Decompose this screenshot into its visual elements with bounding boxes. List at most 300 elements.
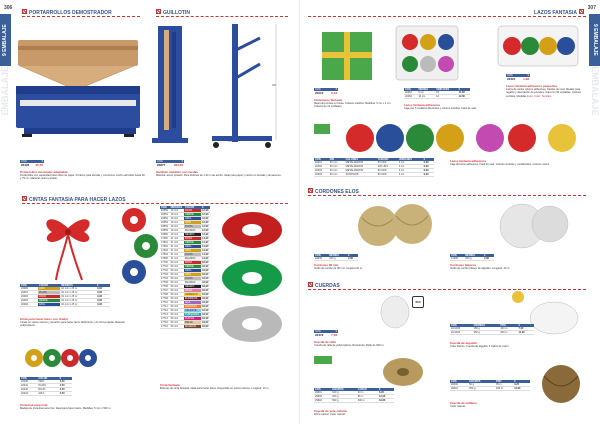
hemp-ball-image <box>536 362 586 406</box>
table-cell: 7,60 <box>518 327 534 331</box>
right-page <box>300 0 600 424</box>
table-header-cell: € <box>201 206 210 209</box>
table-cell: 12,90 <box>202 209 209 212</box>
table-cell: 19,80 <box>378 399 394 403</box>
table-header-cell: COD. <box>450 380 468 383</box>
table-cell: 17712 <box>161 309 168 312</box>
table-cell: 31 mm <box>170 257 185 261</box>
table-cell: 12,90 <box>202 213 209 216</box>
table-cell: 50 mm <box>170 325 185 329</box>
table-cintas-big <box>160 206 210 329</box>
table-cell: TURQUESA <box>184 313 201 317</box>
table-cell: 18,90 <box>202 313 209 316</box>
bows-row-image <box>314 122 586 156</box>
desc-cuerdas-c: Cuerda de yute natural Fibra natural. Color natural. <box>314 409 347 417</box>
ref-portarollos: COD. € 20426 35,50 <box>21 160 43 167</box>
table-row <box>314 399 394 403</box>
table-cell: MARRÓN <box>184 325 201 329</box>
table-cell: 17708 <box>161 293 168 296</box>
table-cell: 10 mm x 25 m <box>60 291 96 295</box>
table-cell: 17706 <box>161 285 168 288</box>
table-header-cell: COD. <box>314 254 328 257</box>
table-cell: 50 mm <box>170 273 185 277</box>
dim-width: 125 <box>228 140 232 143</box>
table-cell: 50 mm <box>170 261 185 265</box>
white-cord-balls-image <box>492 198 576 252</box>
table-row <box>160 305 210 309</box>
table-cell: 18,90 <box>202 265 209 268</box>
table-cell: 17605 <box>161 257 168 260</box>
table-header-cell: COD. <box>314 158 329 161</box>
table-cell: AZUL <box>184 245 201 249</box>
table-header-cell: MEDIDA <box>328 254 347 257</box>
table-cell: METALIZADOS <box>345 161 377 165</box>
table-cell: AMARILLO <box>184 293 201 297</box>
table-row <box>160 277 210 281</box>
table-cell: 4,50 <box>59 380 72 384</box>
table-cell: 43 m <box>357 391 378 395</box>
table-cell: 10 mm x 25 m <box>60 299 96 303</box>
table-cell: 12,90 <box>202 225 209 228</box>
table-header-cell: COD. <box>160 206 170 209</box>
table-cell: 14,90 <box>202 257 209 260</box>
table-cell: 22302 <box>314 165 329 169</box>
bow-assortment-box-image <box>392 20 462 84</box>
table-cell: 50 mm <box>170 317 185 321</box>
table-cell: 19 mm <box>170 233 185 237</box>
table-cell: 16555 <box>161 229 168 232</box>
table-cell: 11,60 <box>458 91 470 95</box>
table-cell: 200 g <box>464 257 483 261</box>
table-row <box>160 221 210 225</box>
table-row <box>450 257 494 261</box>
table-cell: 20293 <box>20 299 38 303</box>
table-cell: 18,90 <box>202 309 209 312</box>
table-header-cell: MEDIDA <box>417 88 435 91</box>
table-cell: 22241 <box>20 384 37 388</box>
ref-guillotin: COD. € 20877 294,00 <box>157 160 183 167</box>
table-cell: 19 mm <box>170 225 185 229</box>
table-header-cell: MEDIDA <box>464 254 483 257</box>
table-cell: 17702 <box>161 269 168 272</box>
jute-label-image <box>314 354 334 366</box>
table-cell: 17715 <box>161 321 168 324</box>
length-badge: 600 <box>412 296 424 308</box>
table-cell: 18,90 <box>202 293 209 296</box>
table-cell: 12,90 <box>378 395 394 399</box>
ref-lazos-a: COD. € 20212 0,13 <box>315 88 337 95</box>
table-cell: 22644 <box>314 257 328 261</box>
table-cell: 2,98 <box>483 257 494 261</box>
table-cell: 22243 <box>20 392 37 396</box>
table-row <box>160 309 210 313</box>
table-cell: 19 mm <box>170 209 185 213</box>
table-cell: 17710 <box>161 301 168 304</box>
table-cell: 50 g <box>468 383 495 387</box>
side-tab-label: EMBALAJE <box>592 28 598 56</box>
table-row <box>314 257 358 261</box>
side-tab <box>0 14 11 66</box>
table-cell: 16553 <box>161 221 168 224</box>
table-header-cell: COD. <box>450 324 473 327</box>
table-cell: 5 cm <box>417 91 435 95</box>
table-cell: 50 mm <box>170 285 185 289</box>
table-cell: CELESTE <box>184 309 201 313</box>
table-cell: 14,90 <box>202 245 209 248</box>
table-cell: 30 mm <box>329 161 345 165</box>
table-cell: 16551 <box>161 213 168 216</box>
table-cell: 11,90 <box>518 331 534 335</box>
table-cell: 17700 <box>161 261 168 264</box>
table-row <box>160 325 210 329</box>
table-cell: 6,90 <box>423 161 434 165</box>
table-row <box>160 317 210 321</box>
table-cell: 12,90 <box>202 217 209 220</box>
table-cell: 0,90 <box>96 287 110 291</box>
table-cell: 9,90 <box>423 165 434 169</box>
table-cell: 19 mm <box>170 217 185 221</box>
table-cell: METALIZADOS <box>345 165 377 169</box>
table-cell: 20000 <box>450 383 468 387</box>
dim-height: 180 <box>272 84 276 87</box>
raffia-roll-image <box>378 290 412 330</box>
table-cell: PLATA <box>184 277 201 281</box>
table-cell: 14,90 <box>202 237 209 240</box>
table-header-cell: € <box>378 388 394 391</box>
table-cell: 50 UDS <box>377 169 398 173</box>
section-header-portarollos: PORTARROLLOS DEMOSTRADOR <box>22 9 140 16</box>
table-cell: 22301 <box>314 161 329 165</box>
table-cell: 24 <box>435 91 458 95</box>
table-cell: 50 mm <box>170 277 185 281</box>
table-cell: 16554 <box>161 225 168 228</box>
table-header-cell: PRO <box>499 324 517 327</box>
table-header-cell: MM <box>329 158 345 161</box>
table-cell: 4,50 <box>59 384 72 388</box>
table-cell: 3 cm <box>398 169 423 173</box>
table-cell: 17711 <box>161 305 168 308</box>
table-cell: 22240 <box>20 380 37 384</box>
table-header-cell: COD. <box>404 88 417 91</box>
table-cell: BLANCO <box>184 257 201 261</box>
table-cell: 20001 <box>450 387 468 391</box>
table-cell: 18,90 <box>202 273 209 276</box>
table-cell: 40 mm <box>329 169 345 173</box>
table-header-cell: € <box>96 284 110 287</box>
table-cell: 22251 <box>404 91 417 95</box>
table-cell: 50 mm <box>170 309 185 313</box>
table-header-cell: UNIDADES <box>435 88 458 91</box>
table-cell: 22252 <box>404 95 417 99</box>
table-cell: 18,90 <box>202 297 209 300</box>
side-tab-number: 9 <box>2 53 8 56</box>
table-cell: 2 cm <box>398 161 423 165</box>
curling-ribbon-spools-image <box>24 340 104 376</box>
table-cell: 12,90 <box>202 229 209 232</box>
table-cell: 18,90 <box>202 289 209 292</box>
table-row <box>160 321 210 325</box>
table-cell: 500 g <box>331 399 357 403</box>
table-cell: ROSA <box>184 289 201 293</box>
table-cell: 30 mm <box>329 165 345 169</box>
ribbon-bow-image <box>38 206 98 282</box>
table-cell: 19 mm <box>170 213 185 217</box>
table-cell: AZUL <box>37 392 58 396</box>
ref-lazos-c: COD. € 22321 1,98 <box>507 74 529 81</box>
table-cintas-bottom <box>20 377 72 396</box>
table-cell: 50 mm <box>329 173 345 177</box>
table-cuerdas-d <box>450 380 530 391</box>
table-cell: 100 g <box>328 257 347 261</box>
table-cell: 22303 <box>314 169 329 173</box>
table-cell: 29603 <box>314 399 331 403</box>
table-cell: 10 mm x 25 m <box>60 287 96 291</box>
table-cell: 2,98 <box>347 257 358 261</box>
table-row <box>160 233 210 237</box>
table-cell: 20294 <box>20 303 38 307</box>
table-cell: ORO <box>184 221 201 225</box>
desc-cordones-b: Cordones blancos Ovillo de cordón blanco de algodón. Longitud: 40 m. <box>450 263 510 271</box>
table-row <box>160 225 210 229</box>
table-cell: 31 mm <box>170 241 185 245</box>
table-cell: 50 UDS <box>377 173 398 177</box>
table-cell: SURTIDOS <box>345 173 377 177</box>
table-cell: 50 mm <box>170 301 185 305</box>
table-row <box>20 303 110 307</box>
table-cell: 17600 <box>161 237 168 240</box>
table-cell: 18,90 <box>202 325 209 328</box>
table-row <box>450 331 534 335</box>
table-cell: PLATA <box>37 384 58 388</box>
table-row <box>160 241 210 245</box>
table-cell: 250 g <box>468 387 495 391</box>
table-cell: 17603 <box>161 249 168 252</box>
table-cell: BEIGE <box>184 321 201 325</box>
table-cell: 17701 <box>161 265 168 268</box>
table-cell: AZUL <box>184 217 201 221</box>
table-cell: 19 mm <box>170 221 185 225</box>
table-cell: 31 mm <box>170 245 185 249</box>
table-header-cell: GRAMOS <box>473 324 500 327</box>
table-cell: 17713 <box>161 313 168 316</box>
table-cell: NARANJA <box>184 305 201 309</box>
table-cintas-small <box>20 284 110 307</box>
table-cell: 200 g <box>331 395 357 399</box>
table-cell: ORO <box>184 249 201 253</box>
guillotine-stand-image <box>152 20 282 154</box>
table-cell: 12,90 <box>202 221 209 224</box>
desc-cordones-a: Cordones 90 mm Ovillo de cordón de 90 mm, longitud 20 m. <box>314 263 363 271</box>
table-cell: ROJO <box>184 261 201 265</box>
table-cuerdas-b <box>450 324 534 335</box>
table-cell: VERDE <box>184 265 201 269</box>
table-cell: 14,90 <box>202 249 209 252</box>
table-header-cell: COLOR <box>38 284 60 287</box>
section-header-guillotin: GUILLOTIN <box>156 9 288 16</box>
desc-guillotin: Guillotin metálico con ruedas Material: acero pintado. Para bobinas de 1,20 m de ancho. Ideal para papel y cartón en tiendas y almacenes. <box>156 170 282 178</box>
table-header-cell: COLORES <box>345 158 377 161</box>
table-cell: ORO <box>37 380 58 384</box>
table-cell: ORO <box>38 287 60 291</box>
table-cell: 17716 <box>161 325 168 328</box>
table-cell: 3,20 <box>513 383 530 387</box>
table-cell: PLATA <box>184 225 201 229</box>
table-header-cell: UNIDADES <box>398 158 423 161</box>
table-cell: 14,90 <box>202 253 209 256</box>
table-cell: 22-0184 <box>450 331 473 335</box>
paper-roll-holder-image <box>16 20 144 150</box>
table-cell: VERDE <box>38 299 60 303</box>
table-cell: 100 UDS <box>377 165 398 169</box>
table-row <box>160 229 210 233</box>
table-cell: 100 m <box>499 327 517 331</box>
table-row <box>160 261 210 265</box>
table-row <box>404 95 470 99</box>
page-number: 306 <box>4 5 13 11</box>
table-cell: NEGRO <box>184 233 201 237</box>
table-row <box>450 387 530 391</box>
table-cell: 19 mm <box>170 229 185 233</box>
table-header-cell: € <box>513 380 530 383</box>
table-cell: 17705 <box>161 281 168 284</box>
page-number: 307 <box>587 5 596 11</box>
table-cell: 22304 <box>314 173 329 177</box>
table-cell: 35 m <box>495 383 513 387</box>
desc-lazos-b: Lazos fantasía adhesivos Caja con 5 modelos diferentes y colores surtidos. Fácil de usar. <box>404 103 477 111</box>
table-cell: 12,90 <box>513 387 530 391</box>
table-cell: 10 cm <box>417 95 435 99</box>
table-header-cell: COD. <box>314 388 331 391</box>
table-row <box>160 237 210 241</box>
satin-ribbon-rolls-image <box>214 206 290 386</box>
table-header-cell: COD. <box>20 377 37 380</box>
side-watermark: EMBALAJE <box>590 66 600 116</box>
table-header-cell: MEDIDAS <box>60 284 96 287</box>
table-cell: 18,90 <box>202 317 209 320</box>
table-cell: 17405 <box>450 257 464 261</box>
table-cell: 4,50 <box>59 388 72 392</box>
desc-lazos: Lazos fantasía adhesivos Caja de lazos adhesivos. Fácil de usar. Colores surtidos y metalizados. Colores varios. <box>450 159 550 167</box>
table-cell: 0,90 <box>96 303 110 307</box>
desc-lazos-c: Lazos fantasía adhesivos pequeños Lazos de varios colores adhesivos. Fáciles de usar. Ideales para regalos y decoración de envases. Caja con 50 unidades. Colores surtidos. Medidas 4 cm. Color: Surtidos <box>506 84 581 98</box>
table-cuerdas-c <box>314 388 394 403</box>
table-cell: 50 UDS <box>377 161 398 165</box>
table-cell: 50 mm <box>170 297 185 301</box>
table-cell: 50 mm <box>170 265 185 269</box>
table-header-cell: COD. <box>20 284 38 287</box>
table-cell: 50 mm <box>170 289 185 293</box>
table-cell: 16552 <box>161 217 168 220</box>
table-header-cell: € <box>423 158 434 161</box>
table-cell: 4 cm <box>398 173 423 177</box>
table-row <box>160 281 210 285</box>
table-cell: LILA <box>184 301 201 305</box>
side-tab-label: EMBALAJE <box>2 24 8 52</box>
table-row <box>160 257 210 261</box>
table-cell: 10 mm x 25 m <box>60 295 96 299</box>
table-cell: ROJO <box>184 209 201 213</box>
table-header-cell: € <box>518 324 534 327</box>
gift-box-ribbon-image <box>314 24 384 84</box>
table-cell: 18,90 <box>202 277 209 280</box>
table-cell: 17703 <box>161 273 168 276</box>
bow-tube-image <box>496 20 582 70</box>
table-cell: 18,90 <box>202 269 209 272</box>
desc-cintas-big: Cinta fantasía Bobinas de cinta fantasía, ideal para hacer lazos. Disponible en varios colores. Longitud: 10 m. <box>160 383 270 391</box>
table-lazos-b <box>404 88 470 99</box>
desc-lazos-a: Cinta lazos fantasía Ideal para cintas en bolsa. Colores surtidos. Medidas: 5 cm x 2 cm. Colores de 10 unidades. <box>314 98 392 109</box>
side-tab <box>589 14 600 66</box>
table-header-cell: € <box>458 88 470 91</box>
table-cell: 8,90 <box>423 169 434 173</box>
table-cell: 200 m <box>357 399 378 403</box>
table-row <box>160 313 210 317</box>
table-cell: 18,90 <box>202 301 209 304</box>
ref-cuerdas-a: COD. € 22479 7,08 <box>315 330 337 337</box>
table-cell: 16550 <box>161 209 168 212</box>
table-cell: BURDEOS <box>184 297 201 301</box>
table-row <box>160 301 210 305</box>
table-cell: 17709 <box>161 297 168 300</box>
table-cell: ORO <box>184 273 201 277</box>
table-cell: 14,90 <box>202 241 209 244</box>
table-cell: 100 g <box>331 391 357 395</box>
table-cell: 50 mm <box>170 321 185 325</box>
jute-roll-image <box>378 352 428 388</box>
section-header-cordones: CORDONES ELOS <box>308 188 586 195</box>
section-header-cuerdas: CUERDAS <box>308 282 586 289</box>
table-cell: 50 mm <box>170 293 185 297</box>
table-cell: ROJO <box>184 237 201 241</box>
table-row <box>160 289 210 293</box>
table-cell: PLATA <box>184 253 201 257</box>
table-cell: METALIZADOS <box>345 169 377 173</box>
table-cell: 31 mm <box>170 253 185 257</box>
table-row <box>314 173 434 177</box>
desc-cuerdas-d: Cuerda de cáñamo Color natural. <box>450 401 477 409</box>
table-cell: 20291 <box>20 291 38 295</box>
table-cell: 20292 <box>20 295 38 299</box>
section-header-lazos: LAZOS FANTASIA <box>308 9 586 16</box>
table-cell: 17604 <box>161 253 168 256</box>
table-cell: 17602 <box>161 245 168 248</box>
table-cell: AZUL <box>38 303 60 307</box>
table-cell: PLATA <box>38 291 60 295</box>
table-cell: FUCSIA <box>184 317 201 321</box>
table-row <box>160 249 210 253</box>
section-header-cintas: CINTAS FANTASIA PARA HACER LAZOS <box>22 196 288 203</box>
table-cell: VERDE <box>184 213 201 217</box>
desc-cintas-bottom: Cinta lisa para rizar Madeja de cinta lisa para rizar. Ideal para hacer lazos. Medidas: 5 mm x 500 m. <box>20 403 112 411</box>
table-row <box>160 265 210 269</box>
table-cell: 10 mm x 25 m <box>60 303 96 307</box>
table-row <box>160 209 210 213</box>
twine-balls-image <box>356 198 440 252</box>
table-cell: 29602 <box>314 395 331 399</box>
table-cell: 50 mm <box>170 313 185 317</box>
table-cell: 18,90 <box>202 321 209 324</box>
table-row <box>160 217 210 221</box>
table-cell: 4,50 <box>59 392 72 396</box>
table-header-cell: € <box>483 254 494 257</box>
table-row <box>20 392 72 396</box>
table-header-cell: COLOR <box>184 206 201 209</box>
table-cell: 18,90 <box>202 285 209 288</box>
table-cell: 250 g <box>473 331 500 335</box>
table-cell: ROJO <box>38 295 60 299</box>
table-row <box>160 297 210 301</box>
table-cell: 22242 <box>20 388 37 392</box>
